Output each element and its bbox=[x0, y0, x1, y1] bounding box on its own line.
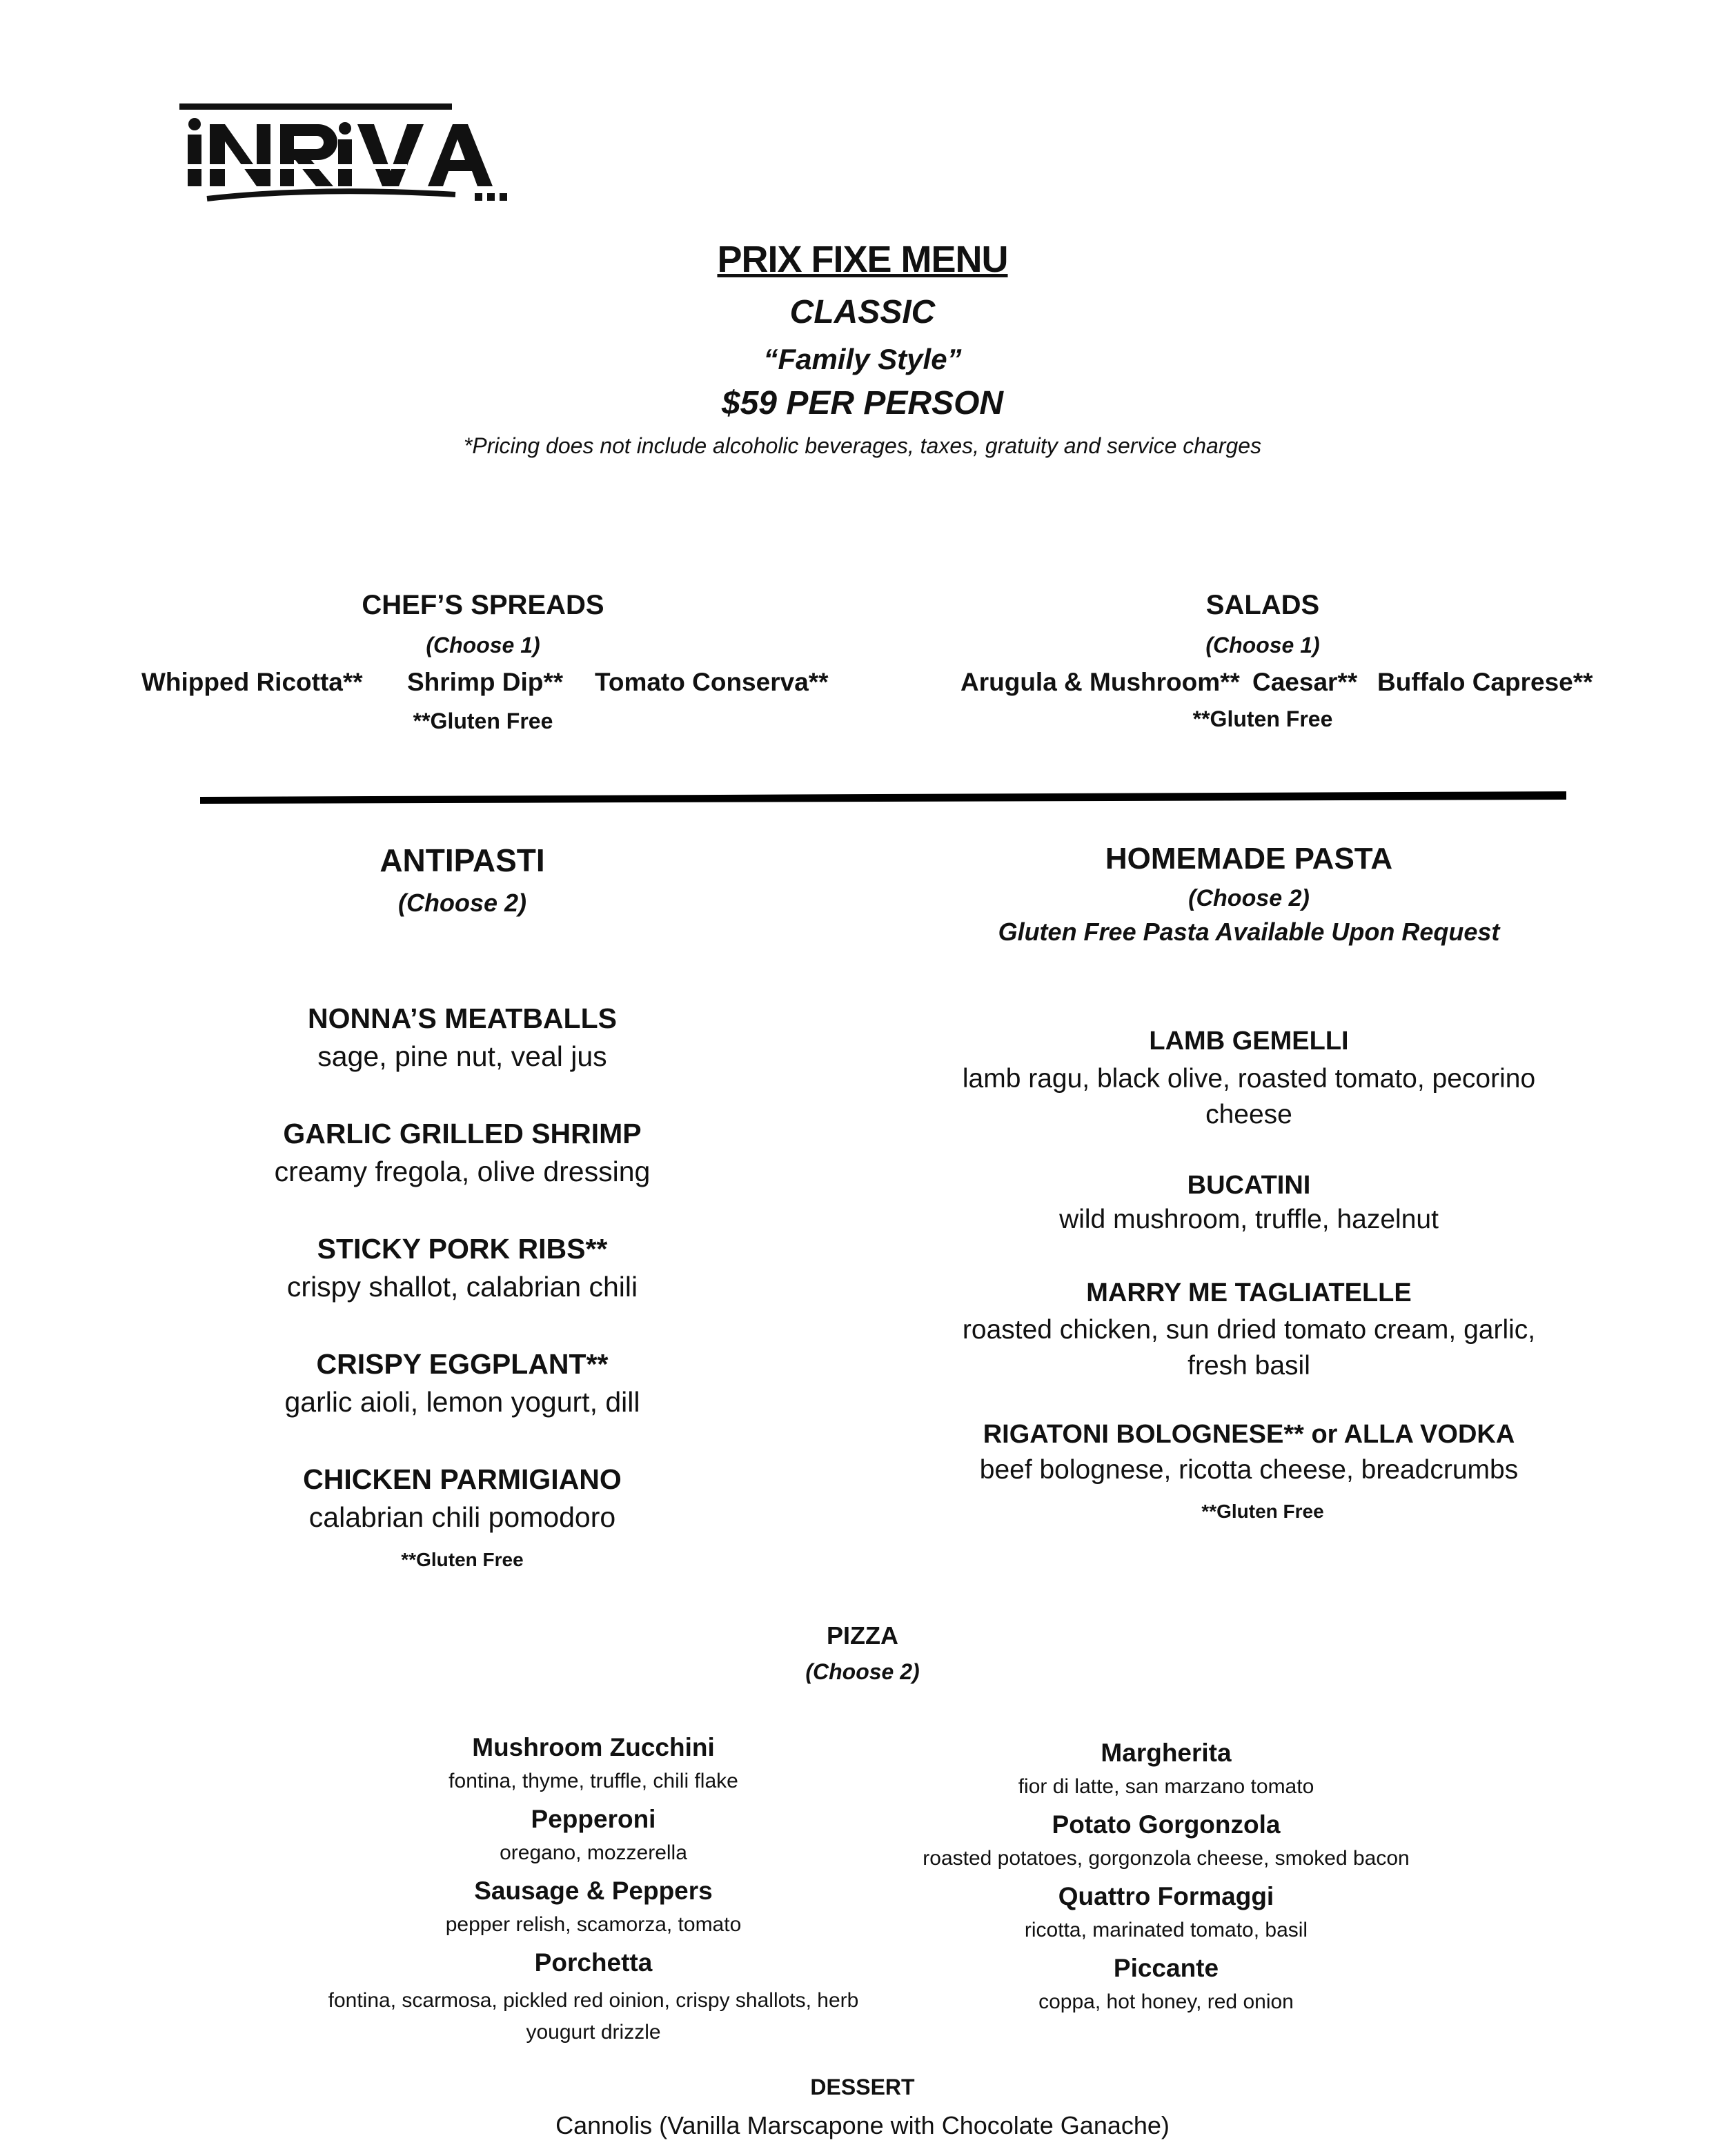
pasta-item-name: MARRY ME TAGLIATELLE bbox=[1086, 1278, 1412, 1307]
pizza-item-name: Pepperoni bbox=[531, 1805, 656, 1833]
pizza-item-desc: fontina, scarmosa, pickled red oinion, crispy shallots, herb yougurt drizzle bbox=[328, 1989, 859, 2044]
pasta-heading: HOMEMADE PASTA bbox=[1105, 842, 1393, 876]
antipasti-item-desc: sage, pine nut, veal jus bbox=[317, 1040, 607, 1072]
spreads-gluten-free-note: **Gluten Free bbox=[413, 709, 553, 733]
antipasti-choose: (Choose 2) bbox=[397, 889, 526, 917]
pasta-gluten-free-availability: Gluten Free Pasta Available Upon Request bbox=[998, 918, 1500, 946]
pricing-disclaimer: *Pricing does not include alcoholic beverages, taxes, gratuity and service charges bbox=[463, 433, 1262, 458]
antipasti-item-desc: garlic aioli, lemon yogurt, dill bbox=[284, 1386, 640, 1418]
antipasti-item-desc: crispy shallot, calabrian chili bbox=[286, 1271, 638, 1303]
pasta-item-name: BUCATINI bbox=[1187, 1171, 1311, 1200]
pizza-item-desc: fior di latte, san marzano tomato bbox=[1018, 1775, 1314, 1798]
pizza-item-name: Porchetta bbox=[534, 1948, 653, 1977]
pizza-item-name: Quattro Formaggi bbox=[1058, 1882, 1274, 1910]
pizza-item-desc: pepper relish, scamorza, tomato bbox=[445, 1913, 742, 1936]
pizza-item-name: Mushroom Zucchini bbox=[472, 1733, 715, 1761]
antipasti-item-desc: creamy fregola, olive dressing bbox=[274, 1156, 651, 1187]
pasta-gluten-free-note: **Gluten Free bbox=[1201, 1501, 1324, 1522]
pasta-item-name: RIGATONI BOLOGNESE** or ALLA VODKA bbox=[983, 1420, 1515, 1449]
spread-option: Tomato Conserva** bbox=[595, 668, 829, 696]
salads-gluten-free-note: **Gluten Free bbox=[1192, 706, 1333, 731]
salad-option: Buffalo Caprese** bbox=[1377, 668, 1593, 696]
antipasti-item-name: STICKY PORK RIBS** bbox=[317, 1233, 608, 1265]
pizza-item-name: Margherita bbox=[1101, 1739, 1232, 1767]
pasta-choose: (Choose 2) bbox=[1188, 885, 1310, 911]
pizza-item-desc: ricotta, marinated tomato, basil bbox=[1024, 1919, 1308, 1941]
antipasti-item-name: NONNA’S MEATBALLS bbox=[308, 1002, 617, 1034]
pizza-item-desc: oregano, mozzerella bbox=[500, 1841, 687, 1864]
spreads-choose: (Choose 1) bbox=[426, 633, 540, 657]
salad-option: Caesar** bbox=[1252, 668, 1358, 696]
antipasti-item-name: CHICKEN PARMIGIANO bbox=[303, 1463, 622, 1495]
pizza-item-name: Piccante bbox=[1113, 1954, 1219, 1982]
menu-price: $59 PER PERSON bbox=[721, 385, 1004, 422]
pasta-item-desc: roasted chicken, sun dried tomato cream, garlic, fresh basil bbox=[962, 1315, 1536, 1381]
pizza-item-desc: coppa, hot honey, red onion bbox=[1038, 1990, 1294, 2013]
pizza-heading: PIZZA bbox=[827, 1621, 898, 1650]
pizza-choose: (Choose 2) bbox=[805, 1659, 920, 1684]
spreads-heading: CHEF’S SPREADS bbox=[362, 590, 604, 620]
menu-subtitle: CLASSIC bbox=[789, 294, 936, 330]
salads-choose: (Choose 1) bbox=[1205, 633, 1320, 657]
pasta-item-desc: wild mushroom, truffle, hazelnut bbox=[1059, 1205, 1439, 1234]
antipasti-heading: ANTIPASTI bbox=[379, 842, 545, 878]
antipasti-item-desc: calabrian chili pomodoro bbox=[308, 1501, 616, 1533]
menu-title: PRIX FIXE MENU bbox=[717, 239, 1008, 280]
dessert-heading: DESSERT bbox=[810, 2075, 915, 2099]
pasta-item-desc: lamb ragu, black olive, roasted tomato, pecorino cheese bbox=[962, 1064, 1536, 1129]
spread-option: Shrimp Dip** bbox=[407, 668, 564, 696]
antipasti-item-name: GARLIC GRILLED SHRIMP bbox=[283, 1118, 642, 1149]
inriva-logo bbox=[179, 103, 511, 207]
pasta-item-name: LAMB GEMELLI bbox=[1149, 1027, 1349, 1056]
menu-style: “Family Style” bbox=[763, 343, 962, 375]
salad-option: Arugula & Mushroom** bbox=[960, 668, 1240, 696]
pizza-item-desc: roasted potatoes, gorgonzola cheese, smoked bacon bbox=[923, 1847, 1410, 1870]
dessert-item: Cannolis (Vanilla Marscapone with Chocolate Ganache) bbox=[555, 2111, 1170, 2139]
pasta-item-desc: beef bolognese, ricotta cheese, breadcrumbs bbox=[979, 1455, 1519, 1485]
pizza-item-desc: fontina, thyme, truffle, chili flake bbox=[448, 1770, 738, 1792]
pizza-item-name: Potato Gorgonzola bbox=[1052, 1810, 1281, 1839]
spread-option: Whipped Ricotta** bbox=[141, 668, 363, 696]
salads-heading: SALADS bbox=[1205, 590, 1320, 620]
section-divider bbox=[200, 790, 1566, 804]
pizza-item-name: Sausage & Peppers bbox=[474, 1877, 713, 1905]
antipasti-item-name: CRISPY EGGPLANT** bbox=[316, 1348, 609, 1380]
antipasti-gluten-free-note: **Gluten Free bbox=[401, 1549, 524, 1570]
